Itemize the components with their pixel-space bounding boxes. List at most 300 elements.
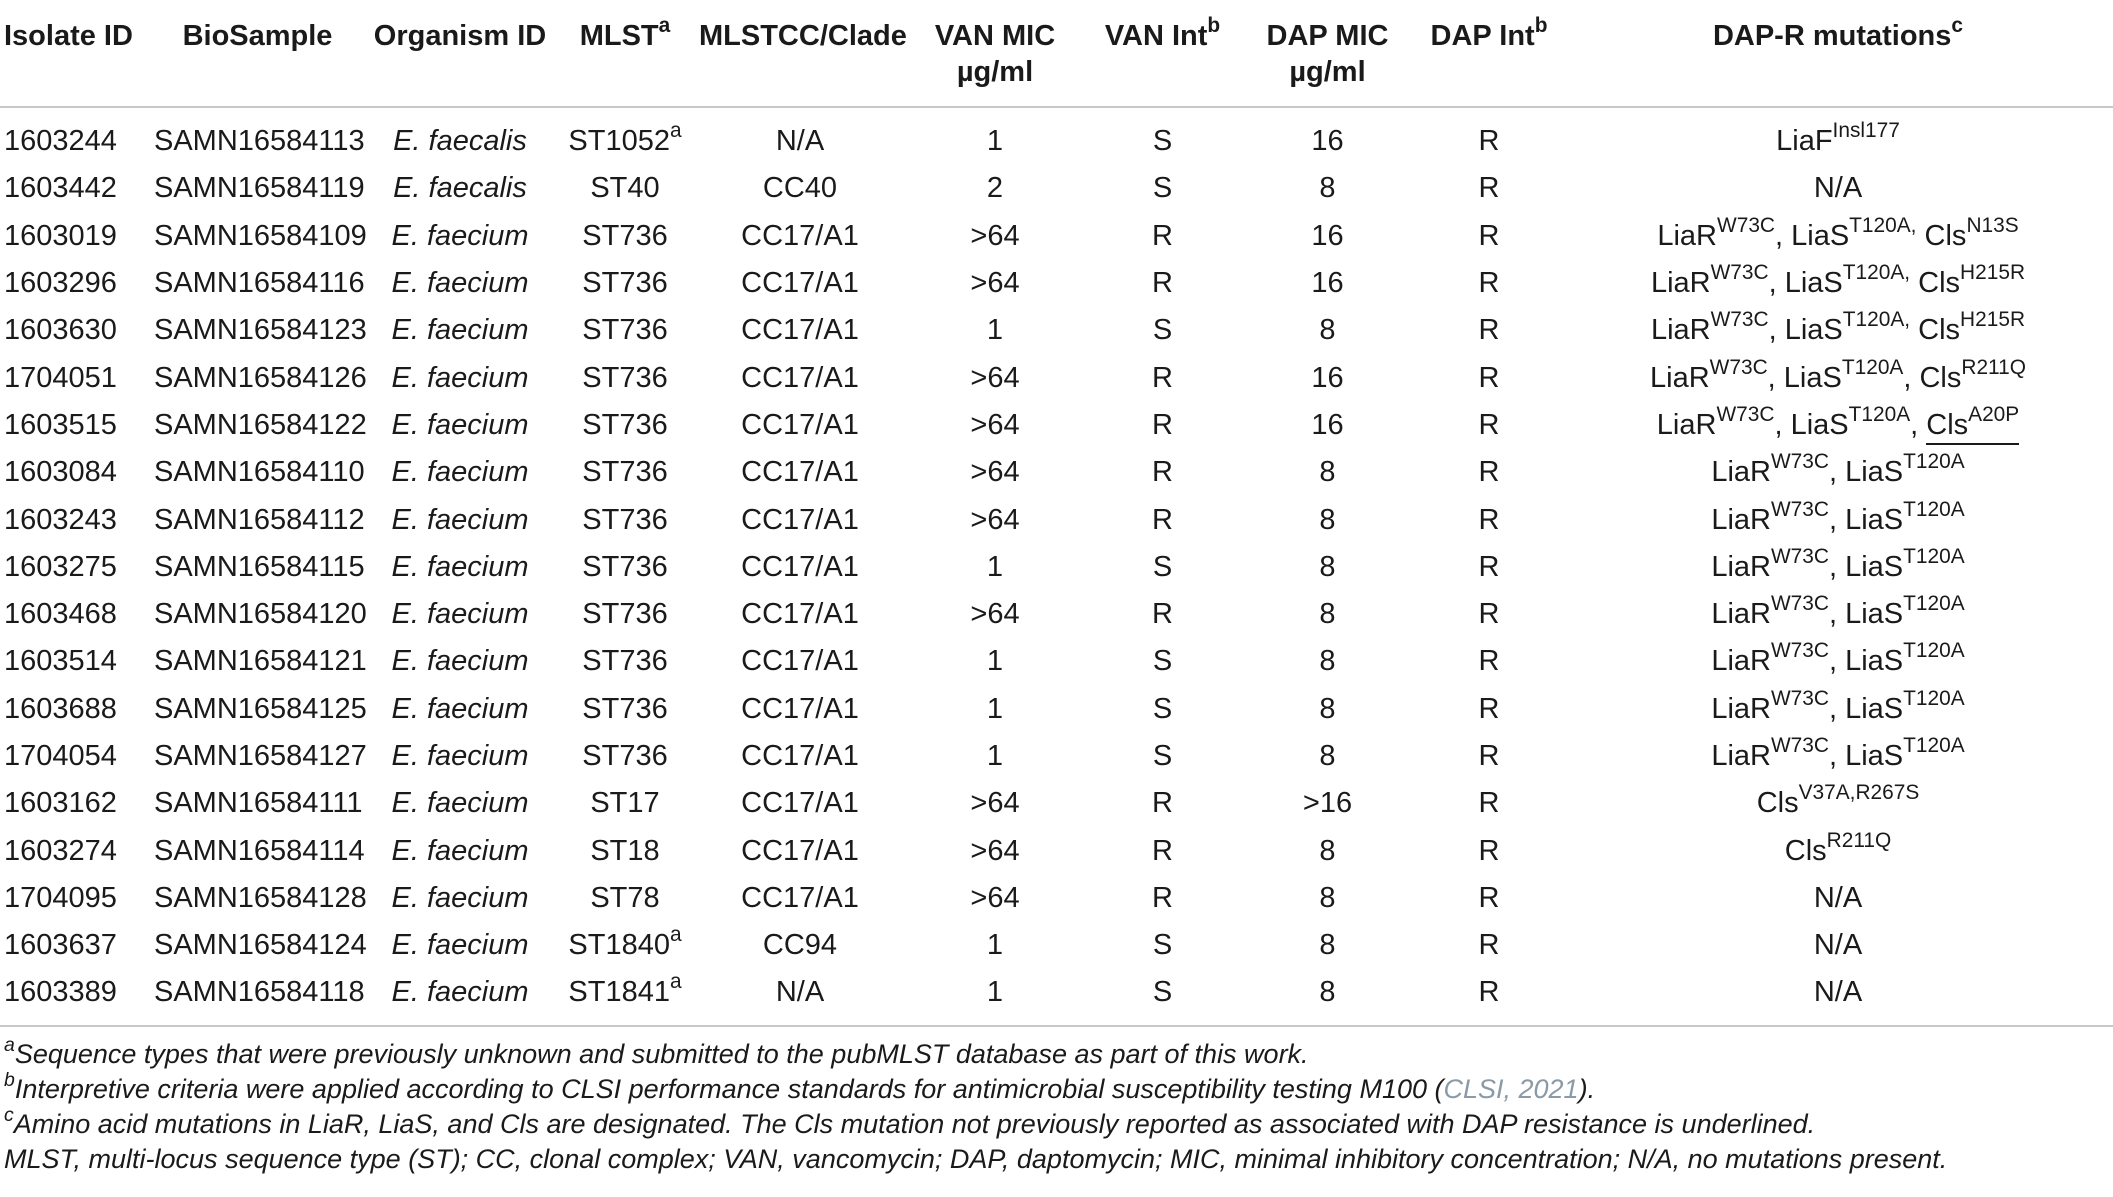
footnote-abbreviations: MLST, multi-locus sequence type (ST); CC, clonal complex; VAN, vancomycin; DAP, daptomycin; MIC, minimal inhibitory concentration; N/A, no mutations present. <box>4 1143 1948 1174</box>
mutation-change: W73C <box>1770 497 1829 521</box>
mutation-item <box>1790 402 1911 441</box>
mutation-gene: LiaF <box>1776 125 1833 158</box>
organism-cell: E. faecium <box>391 267 529 300</box>
mutation-separator: , <box>1828 503 1846 536</box>
van-mic-cell: 1 <box>986 550 1004 583</box>
mutation-item <box>1919 355 2026 394</box>
mutation-gene: Cls <box>1756 787 1799 820</box>
mutation-separator: , <box>1828 692 1846 725</box>
mlst-value: ST736 <box>582 598 668 631</box>
mlst-value: ST40 <box>590 172 660 205</box>
biosample-cell: SAMN16584109 <box>154 219 367 252</box>
isolate-id-cell: 1603468 <box>4 598 117 631</box>
van-int-cell: S <box>1152 314 1173 347</box>
dap-int-cell: R <box>1478 740 1500 772</box>
dap-r-mutations-cell <box>1563 307 2113 354</box>
mlst-value: ST736 <box>582 740 668 772</box>
column-header <box>1085 0 1240 107</box>
biosample-cell: SAMN16584115 <box>154 550 365 583</box>
mlst-cell <box>555 165 695 212</box>
dap-mic-cell: 16 <box>1311 125 1344 158</box>
dap-r-mutations-cell <box>1563 827 2113 874</box>
mlst-value: ST1841 <box>568 976 670 1009</box>
isolate-id-cell: 1704095 <box>4 881 117 914</box>
isolate-id-cell: 1603244 <box>4 125 117 158</box>
biosample-cell: SAMN16584126 <box>154 361 367 394</box>
mutation-change: N13S <box>1966 213 2019 237</box>
mutation-gene: LiaS <box>1784 314 1843 347</box>
dap-mic-cell: 16 <box>1311 219 1344 252</box>
organism-cell: E. faecium <box>391 929 529 962</box>
biosample-cell: SAMN16584110 <box>154 456 365 489</box>
isolate-id-cell: 1603515 <box>4 408 117 441</box>
isolate-id-cell: 1603688 <box>4 692 117 725</box>
clonal-complex-cell: CC17/A1 <box>741 881 859 914</box>
mutation-item <box>1814 929 1862 961</box>
dap-mic-cell: 8 <box>1319 172 1336 205</box>
mutation-change: T120A <box>1841 355 1904 379</box>
dap-r-mutations-cell <box>1563 544 2113 591</box>
mlst-cell <box>555 544 695 591</box>
dap-r-mutations-cell <box>1563 213 2113 260</box>
van-mic-cell: >64 <box>970 267 1020 300</box>
organism-cell: E. faecium <box>391 550 529 583</box>
mlst-cell <box>555 733 695 780</box>
mutation-gene: LiaS <box>1783 361 1842 394</box>
mutation-gene: Cls <box>1924 219 1967 252</box>
isolate-id-cell: 1603296 <box>4 267 117 300</box>
biosample-cell: SAMN16584121 <box>154 645 367 678</box>
mutation-change: T120A <box>1903 639 1965 663</box>
table-row <box>0 354 2113 401</box>
mutation-item <box>1924 213 2019 252</box>
mutation-item <box>1783 355 1904 394</box>
mlst-value: ST17 <box>590 787 660 820</box>
mutation-item <box>1845 544 1965 583</box>
mutation-gene: LiaS <box>1845 740 1904 772</box>
mlst-footnote-mark: a <box>669 119 682 143</box>
mlst-value: ST736 <box>582 456 668 489</box>
van-int-cell: S <box>1152 550 1173 583</box>
van-mic-cell: >64 <box>970 787 1020 820</box>
van-int-cell: R <box>1152 598 1173 631</box>
dap-r-mutations-cell <box>1563 969 2113 1025</box>
van-mic-cell: >64 <box>970 503 1020 536</box>
mutation-change: W73C <box>1770 450 1829 474</box>
table-row <box>0 780 2113 827</box>
mutation-item <box>1650 355 1768 394</box>
biosample-cell: SAMN16584128 <box>154 881 367 914</box>
mutation-item <box>1814 976 1862 1008</box>
van-int-cell: S <box>1152 125 1173 158</box>
isolate-id-cell: 1603243 <box>4 503 117 536</box>
van-int-cell: R <box>1152 834 1173 867</box>
van-mic-cell: >64 <box>970 598 1020 631</box>
mutation-item <box>1784 261 1911 300</box>
dap-int-cell: R <box>1478 929 1500 962</box>
mutation-change: W73C <box>1716 402 1775 426</box>
biosample-cell: SAMN16584124 <box>154 929 367 962</box>
organism-cell: E. faecium <box>391 645 529 678</box>
column-header-label: MLSTCC/Clade <box>699 20 907 52</box>
column-header <box>695 0 905 107</box>
van-mic-cell: 1 <box>986 740 1004 772</box>
van-int-cell: R <box>1152 787 1173 820</box>
mutation-item <box>1650 261 1769 300</box>
biosample-cell: SAMN16584123 <box>154 314 367 347</box>
dap-int-cell: R <box>1478 645 1500 678</box>
mutation-change: T120A, <box>1849 213 1917 237</box>
van-int-cell: R <box>1152 456 1173 489</box>
dap-mic-cell: 8 <box>1319 740 1336 772</box>
table-row <box>0 733 2113 780</box>
clonal-complex-cell: CC17/A1 <box>741 361 859 394</box>
van-mic-cell: 1 <box>986 692 1004 725</box>
dap-r-mutations-cell <box>1563 260 2113 307</box>
van-int-cell: R <box>1152 361 1173 394</box>
mlst-value: ST78 <box>590 881 660 914</box>
dap-mic-cell: 8 <box>1319 503 1336 536</box>
column-header <box>1240 0 1415 107</box>
isolate-id-cell: 1603019 <box>4 219 117 252</box>
table-body <box>0 107 2113 1026</box>
clonal-complex-cell: CC17/A1 <box>741 219 859 252</box>
dap-int-cell: R <box>1478 550 1500 583</box>
table-row <box>0 449 2113 496</box>
dap-int-cell: R <box>1478 881 1500 914</box>
mlst-value: ST18 <box>590 834 660 867</box>
mutation-separator: , <box>1828 598 1846 631</box>
organism-cell: E. faecalis <box>393 172 527 205</box>
table-row <box>0 638 2113 685</box>
dap-int-cell: R <box>1478 834 1500 867</box>
mlst-cell <box>555 686 695 733</box>
organism-cell: E. faecalis <box>393 125 527 158</box>
dap-mic-cell: 8 <box>1319 929 1336 962</box>
mutation-gene: LiaS <box>1845 692 1904 725</box>
mlst-cell <box>555 922 695 969</box>
van-int-cell: R <box>1152 267 1173 300</box>
mlst-value: ST1840 <box>568 929 670 962</box>
mutation-gene: LiaR <box>1656 408 1717 441</box>
mutation-gene: LiaS <box>1791 219 1850 252</box>
mutation-item <box>1918 308 2026 347</box>
mutation-gene: LiaS <box>1845 503 1904 536</box>
mlst-value: ST736 <box>582 408 668 441</box>
column-header-label: DAP-R mutations <box>1712 20 1952 52</box>
mutation-gene: LiaS <box>1784 267 1843 300</box>
mlst-footnote-mark: a <box>669 970 682 994</box>
mlst-cell <box>555 496 695 543</box>
mutation-change: T120A, <box>1842 261 1911 285</box>
mutation-separator: , <box>1767 361 1784 394</box>
column-header <box>905 0 1085 107</box>
mutation-gene: Cls <box>1926 408 1969 441</box>
dap-mic-cell: 8 <box>1319 834 1336 867</box>
biosample-cell: SAMN16584125 <box>154 692 367 725</box>
clonal-complex-cell: CC17/A1 <box>741 645 859 678</box>
van-int-cell: S <box>1152 645 1173 678</box>
isolate-id-cell: 1603389 <box>4 976 117 1009</box>
dap-int-cell: R <box>1478 267 1500 300</box>
table-row <box>0 165 2113 212</box>
mutation-separator: , <box>1774 408 1791 441</box>
table-row <box>0 922 2113 969</box>
mlst-value: ST1052 <box>568 125 670 158</box>
mutation-separator <box>1910 314 1918 346</box>
dap-mic-cell: 16 <box>1311 361 1344 394</box>
mutation-change: W73C <box>1770 544 1829 568</box>
mutation-gene: LiaS <box>1845 456 1904 489</box>
mlst-cell <box>555 213 695 260</box>
table-row <box>0 307 2113 354</box>
dap-r-mutations-cell <box>1563 638 2113 685</box>
van-int-cell: S <box>1152 929 1173 962</box>
mutation-gene: N/A <box>1813 976 1863 1009</box>
dap-mic-cell: 8 <box>1319 645 1336 678</box>
dap-r-mutations-cell <box>1563 686 2113 733</box>
mutation-change: T120A <box>1903 497 1965 521</box>
van-mic-cell: >64 <box>970 219 1020 252</box>
mutation-item <box>1776 119 1900 158</box>
biosample-cell: SAMN16584127 <box>154 740 367 772</box>
mutation-separator: , <box>1828 740 1846 772</box>
mutation-change: W73C <box>1710 261 1769 285</box>
mutation-item <box>1845 686 1965 725</box>
mutation-item <box>1814 882 1862 914</box>
mutation-gene: N/A <box>1813 172 1863 205</box>
mlst-value: ST736 <box>582 219 668 252</box>
column-header <box>150 0 365 107</box>
mutation-item <box>1657 213 1775 252</box>
footnote-b-mark: b <box>4 1068 15 1091</box>
mutation-gene: N/A <box>1813 929 1863 962</box>
mutation-change: W73C <box>1709 355 1768 379</box>
column-header-footnote-mark: a <box>658 14 671 38</box>
mutation-item <box>1791 213 1917 252</box>
mlst-cell <box>555 354 695 401</box>
organism-cell: E. faecium <box>391 976 529 1009</box>
mutation-change: V37A,R267S <box>1798 781 1920 805</box>
dap-int-cell: R <box>1478 219 1500 252</box>
mutation-change: W73C <box>1770 686 1829 710</box>
table-row <box>0 496 2113 543</box>
dap-r-mutations-cell <box>1563 733 2113 780</box>
mlst-cell <box>555 402 695 449</box>
mutation-gene: LiaR <box>1711 692 1771 725</box>
mutation-gene: Cls <box>1918 314 1961 347</box>
mutation-change: R211Q <box>1961 355 2026 379</box>
mutation-item <box>1784 308 1911 347</box>
van-mic-cell: >64 <box>970 408 1020 441</box>
clonal-complex-cell: CC17/A1 <box>741 314 859 347</box>
citation-link[interactable]: CLSI, 2021 <box>1443 1073 1579 1104</box>
clonal-complex-cell: N/A <box>775 976 825 1009</box>
organism-cell: E. faecium <box>391 692 529 725</box>
mutation-change: Insl177 <box>1832 119 1900 143</box>
biosample-cell: SAMN16584111 <box>154 787 363 820</box>
van-int-cell: S <box>1152 976 1173 1009</box>
mlst-value: ST736 <box>582 267 668 300</box>
dap-int-cell: R <box>1478 361 1500 394</box>
clonal-complex-cell: CC17/A1 <box>741 834 859 867</box>
dap-int-cell: R <box>1478 408 1500 441</box>
mutation-gene: LiaR <box>1650 361 1710 394</box>
mutation-change: T120A <box>1903 450 1965 474</box>
clonal-complex-cell: CC94 <box>762 929 838 962</box>
mutation-item <box>1656 402 1775 441</box>
isolate-id-cell: 1704054 <box>4 740 117 772</box>
dap-r-mutations-cell <box>1563 165 2113 212</box>
isolate-id-cell: 1603514 <box>4 645 117 678</box>
mlst-value: ST736 <box>582 361 668 394</box>
dap-mic-cell: 8 <box>1319 456 1336 489</box>
table-row <box>0 107 2113 165</box>
mlst-cell <box>555 969 695 1025</box>
mutation-item <box>1845 639 1965 678</box>
column-header <box>555 0 695 107</box>
mutation-item <box>1926 402 2020 445</box>
footnote-b <box>4 1068 2113 1107</box>
mutation-item <box>1711 450 1829 489</box>
mutation-gene: Cls <box>1919 361 1962 394</box>
column-header-footnote-mark: c <box>1951 14 1964 38</box>
mlst-cell <box>555 107 695 165</box>
mlst-cell <box>555 780 695 827</box>
dap-mic-cell: 8 <box>1319 550 1336 583</box>
isolate-id-cell: 1704051 <box>4 361 117 394</box>
mutation-gene: LiaS <box>1845 550 1904 583</box>
van-mic-cell: 1 <box>986 645 1004 678</box>
van-int-cell: S <box>1152 740 1173 772</box>
dap-r-mutations-cell <box>1563 496 2113 543</box>
dap-r-mutations-cell <box>1563 107 2113 165</box>
mutation-gene: LiaS <box>1790 408 1849 441</box>
mutation-gene: LiaR <box>1711 550 1771 583</box>
mutation-change: H215R <box>1960 308 2026 332</box>
mutation-item <box>1650 308 1769 347</box>
clonal-complex-cell: CC17/A1 <box>741 456 859 489</box>
dap-int-cell: R <box>1478 692 1500 725</box>
footnote-b-tail: ). <box>1578 1073 1596 1104</box>
column-header <box>1563 0 2113 107</box>
dap-r-mutations-cell <box>1563 449 2113 496</box>
mutation-change: H215R <box>1960 261 2026 285</box>
column-header-label: DAP MIC <box>1266 20 1389 52</box>
van-mic-cell: 2 <box>986 172 1004 205</box>
mutation-gene: LiaR <box>1711 456 1771 489</box>
table-row <box>0 260 2113 307</box>
mlst-cell <box>555 638 695 685</box>
mutation-separator: , <box>1910 408 1927 441</box>
mutation-change: T120A <box>1903 686 1965 710</box>
van-mic-cell: >64 <box>970 361 1020 394</box>
mutation-gene: LiaR <box>1711 503 1771 536</box>
biosample-cell: SAMN16584113 <box>154 125 365 158</box>
mutation-item <box>1845 734 1965 772</box>
dap-r-mutations-cell <box>1563 875 2113 922</box>
mutation-gene: LiaR <box>1711 645 1771 678</box>
mutation-item <box>1845 592 1965 631</box>
column-header-footnote-mark: b <box>1534 14 1548 38</box>
van-int-cell: S <box>1152 172 1173 205</box>
dap-r-mutations-cell <box>1563 780 2113 827</box>
column-header <box>0 0 150 107</box>
column-header <box>365 0 555 107</box>
dap-int-cell: R <box>1478 125 1500 158</box>
mutation-change: W73C <box>1770 734 1829 758</box>
isolate-id-cell: 1603630 <box>4 314 117 347</box>
mlst-value: ST736 <box>582 645 668 678</box>
table-row <box>0 402 2113 449</box>
table-header-row <box>0 0 2113 107</box>
mutation-gene: LiaS <box>1845 645 1904 678</box>
table-footnotes <box>0 1027 2113 1177</box>
footnote-c-text: Amino acid mutations in LiaR, LiaS, and Cls are designated. The Cls mutation not previously reported as associated with DAP resistance is underlined. <box>13 1108 1816 1139</box>
mutation-item <box>1711 592 1829 631</box>
mutation-change: W73C <box>1770 639 1829 663</box>
clonal-complex-cell: CC17/A1 <box>741 787 859 820</box>
clonal-complex-cell: CC17/A1 <box>741 267 859 300</box>
column-header <box>1415 0 1563 107</box>
isolate-id-cell: 1603275 <box>4 550 117 583</box>
dap-mic-cell: 16 <box>1311 267 1344 300</box>
column-header-unit: µg/ml <box>1289 56 1366 88</box>
mutation-item <box>1711 497 1829 536</box>
mutation-change: T120A <box>1903 544 1965 568</box>
mutation-item <box>1756 781 1920 820</box>
dap-mic-cell: 8 <box>1319 881 1336 914</box>
dap-int-cell: R <box>1478 172 1500 205</box>
van-int-cell: S <box>1152 692 1173 725</box>
mutation-item <box>1784 828 1892 867</box>
footnote-b-text: Interpretive criteria were applied according to CLSI performance standards for antimicrobial susceptibility testing M100 ( <box>14 1073 1444 1104</box>
column-header-label: DAP Int <box>1430 20 1535 52</box>
column-header-label: Organism ID <box>373 20 547 52</box>
table-row <box>0 591 2113 638</box>
mlst-cell <box>555 591 695 638</box>
mutation-separator <box>1916 220 1924 252</box>
mlst-cell <box>555 307 695 354</box>
mutation-gene: Cls <box>1918 267 1961 300</box>
table-row <box>0 827 2113 874</box>
organism-cell: E. faecium <box>391 219 529 252</box>
column-header-label: BioSample <box>182 20 333 52</box>
van-mic-cell: >64 <box>970 834 1020 867</box>
biosample-cell: SAMN16584112 <box>154 503 365 536</box>
mutation-change: T120A <box>1903 734 1965 758</box>
van-int-cell: R <box>1152 408 1173 441</box>
dap-r-mutations-cell <box>1563 922 2113 969</box>
isolate-id-cell: 1603084 <box>4 456 117 489</box>
dap-int-cell: R <box>1478 314 1500 347</box>
clonal-complex-cell: CC17/A1 <box>741 550 859 583</box>
mutation-separator: , <box>1828 456 1846 489</box>
dap-int-cell: R <box>1478 503 1500 536</box>
organism-cell: E. faecium <box>391 408 529 441</box>
footnote-c-mark: c <box>4 1103 14 1126</box>
mutation-item <box>1711 544 1829 583</box>
clonal-complex-cell: CC17/A1 <box>741 740 859 772</box>
table-row <box>0 969 2113 1025</box>
biosample-cell: SAMN16584114 <box>154 834 365 867</box>
dap-mic-cell: 8 <box>1319 976 1336 1009</box>
mlst-value: ST736 <box>582 503 668 536</box>
mlst-value: ST736 <box>582 692 668 725</box>
mlst-footnote-mark: a <box>669 923 682 947</box>
organism-cell: E. faecium <box>391 787 529 820</box>
mutation-change: W73C <box>1770 592 1829 616</box>
